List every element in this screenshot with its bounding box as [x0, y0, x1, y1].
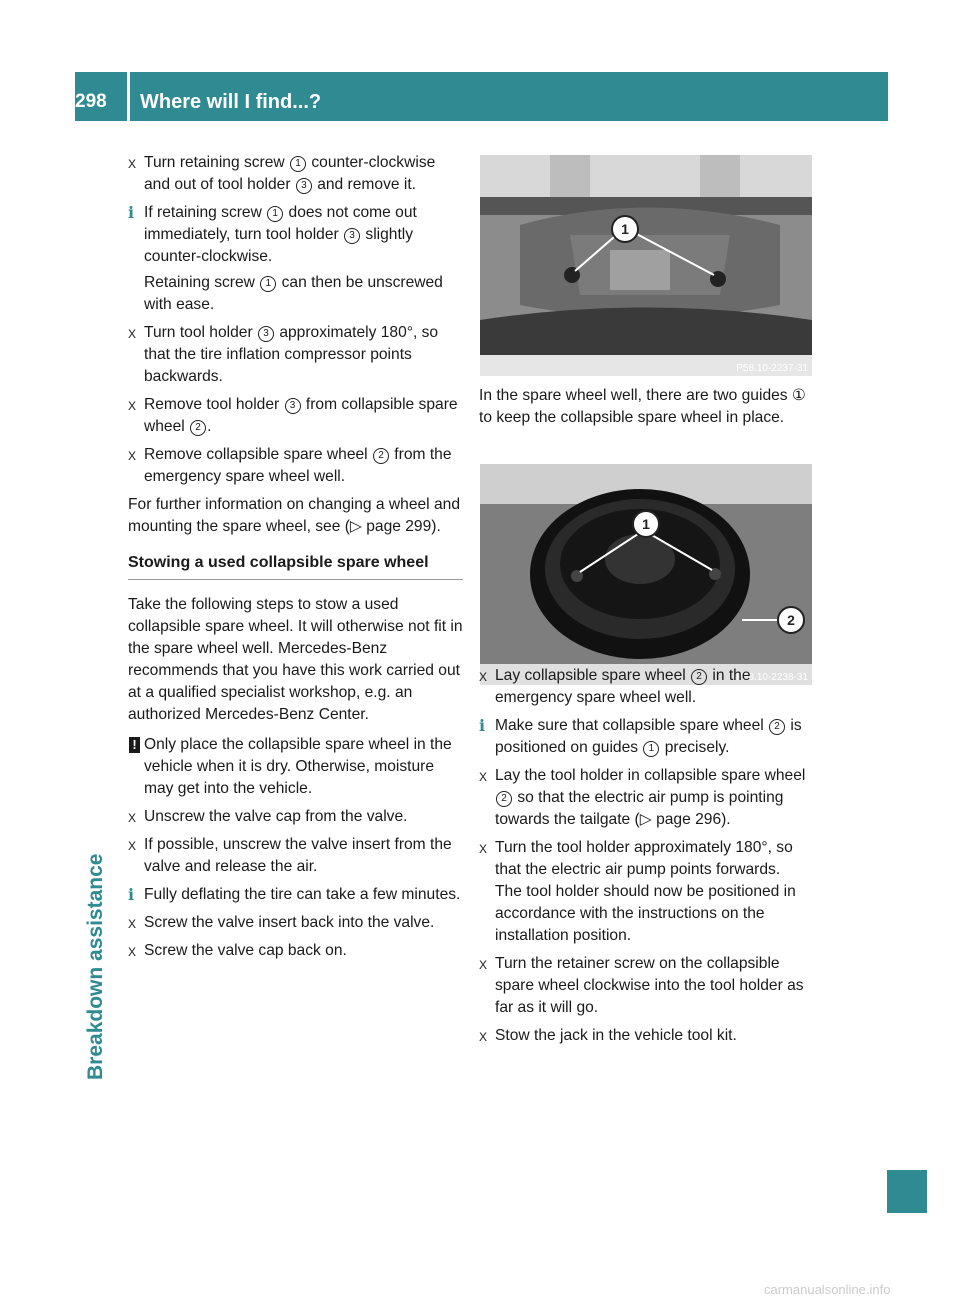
left-column — [128, 152, 463, 968]
step-item: X Screw the valve insert back into the valve. — [128, 912, 463, 934]
step-item: X If possible, unscrew the valve insert from the valve and release the air. — [128, 836, 452, 875]
info-note: i Fully deflating the tire can take a few minutes. — [128, 885, 461, 904]
page-number: 298 — [75, 91, 107, 112]
header-divider — [127, 72, 130, 121]
right-column — [479, 385, 814, 1053]
paragraph: For further information on changing a wheel and mounting the spare wheel, see (▷ page 299). — [128, 496, 460, 535]
step-arrow-icon: X — [479, 1030, 488, 1044]
step-item: X Stow the jack in the vehicle tool kit. — [479, 1025, 814, 1047]
figure-caption: In the spare wheel well, there are two guides ① to keep the collapsible spare wheel in place. — [479, 387, 806, 426]
step-arrow-icon: X — [479, 842, 488, 856]
step-arrow-icon: X — [479, 670, 488, 684]
step-arrow-icon: X — [128, 945, 137, 959]
section-heading: Stowing a used collapsible spare wheel — [128, 552, 463, 580]
figure-code: P58.10-2238-31 — [736, 672, 808, 683]
page-title: Where will I find...? — [140, 91, 322, 113]
step-arrow-icon: X — [479, 770, 488, 784]
callout-ref-1: 1 — [290, 156, 306, 172]
step-item: X Lay collapsible spare wheel 2 in the emergency spare wheel well. — [479, 667, 751, 706]
info-icon: i — [479, 716, 486, 735]
callout-2: 2 — [777, 606, 805, 634]
warning-note: ! Only place the collapsible spare wheel in the vehicle when it is dry. Otherwise, moisture may get into the vehicle. — [128, 734, 463, 800]
watermark: carmanualsonline.info — [764, 1282, 891, 1297]
step-arrow-icon: X — [128, 449, 137, 463]
section-tab-marker — [887, 1170, 927, 1213]
info-icon: i — [128, 203, 135, 222]
callout-ref-3: 3 — [296, 178, 312, 194]
step-item: X Turn retaining screw 1 counter-clockwise and out of tool holder 3 and remove it. — [128, 154, 436, 193]
step-item: X Lay the tool holder in collapsible spare wheel 2 so that the electric air pump is pointing towards the tailgate (▷ page 296). — [479, 767, 806, 828]
step-arrow-icon: X — [128, 327, 137, 341]
step-arrow-icon: X — [128, 157, 137, 171]
callout-1: 1 — [611, 215, 639, 243]
info-note: i Make sure that collapsible spare wheel 2 is positioned on guides 1 precisely. — [479, 716, 802, 756]
step-item: X Turn the retainer screw on the collapsible spare wheel clockwise into the tool holder as far as it will go. — [479, 955, 804, 1016]
step-arrow-icon: X — [128, 917, 137, 931]
callout-1: 1 — [632, 510, 660, 538]
paragraph: Take the following steps to stow a used collapsible spare wheel. It will otherwise not fit in the spare wheel well. Mercedes-Benz recommends that you have this work carried out at a qualified specialist workshop, e.g. an authorized Mercedes-Benz Center. — [128, 596, 463, 723]
step-item: X Unscrew the valve cap from the valve. — [128, 806, 463, 828]
step-item: X Remove collapsible spare wheel 2 from the emergency spare wheel well. — [128, 446, 452, 485]
step-item: X Turn tool holder 3 approximately 180°, so that the tire inflation compressor points backwards. — [128, 324, 439, 385]
step-arrow-icon: X — [128, 811, 137, 825]
info-icon: i — [128, 885, 135, 904]
step-item: X Remove tool holder 3 from collapsible spare wheel 2 . — [128, 396, 458, 435]
step-item: X Turn the tool holder approximately 180°, so that the electric air pump points forwards. The tool holder should now be positioned in accordance with the instructions on the installation position. — [479, 839, 796, 944]
spare-wheel-well-illustration — [480, 155, 812, 376]
info-note: i If retaining screw 1 does not come out immediately, turn tool holder 3 slightly counter-clockwise. Retaining screw 1 can then be unscrewed with ease. — [128, 203, 443, 313]
spare-wheel-well-photo — [480, 155, 812, 376]
step-arrow-icon: X — [128, 839, 137, 853]
section-side-label: Breakdown assistance — [84, 853, 107, 1080]
step-arrow-icon: X — [128, 399, 137, 413]
figure-code: P58.10-2237-31 — [736, 363, 808, 374]
step-arrow-icon: X — [479, 958, 488, 972]
step-item: X Screw the valve cap back on. — [128, 940, 463, 962]
warning-icon: ! — [129, 737, 140, 753]
